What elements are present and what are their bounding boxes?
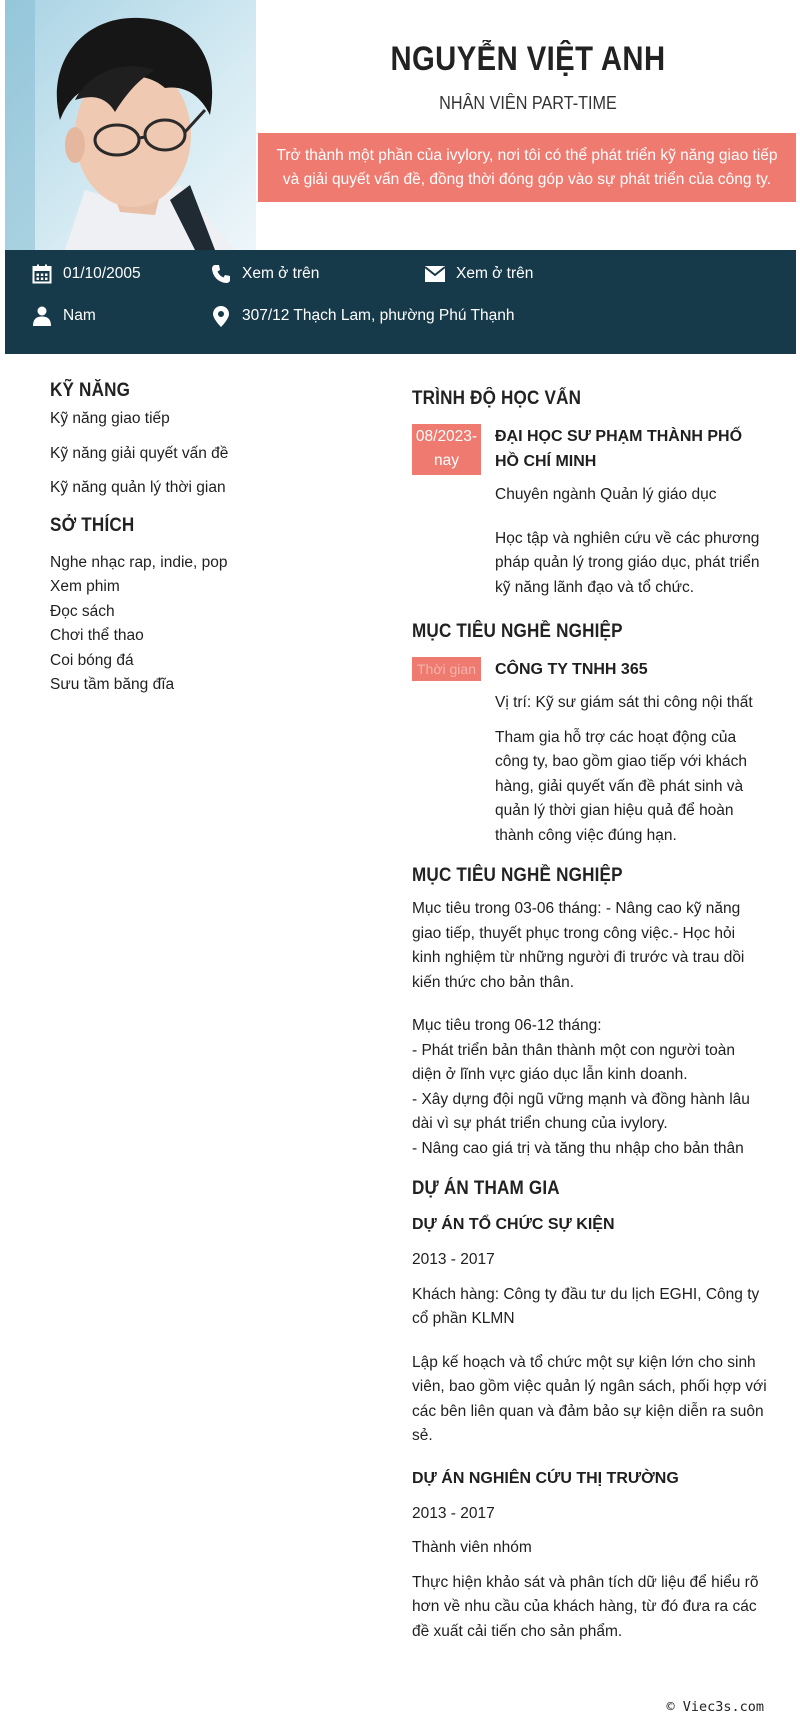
profile-photo — [5, 0, 256, 250]
project-client: Thành viên nhóm — [412, 1539, 532, 1556]
hobbies-list — [50, 551, 380, 698]
birthday-text: 01/10/2005 — [63, 265, 141, 282]
user-icon — [31, 305, 53, 327]
project-entry — [412, 1466, 767, 1645]
calendar-icon — [31, 263, 53, 285]
skills-list — [50, 407, 380, 511]
map-pin-icon — [210, 305, 232, 327]
project-name: DỰ ÁN TỔ CHỨC SỰ KIỆN — [412, 1216, 615, 1233]
contact-email — [424, 263, 533, 285]
hobby-item: Sưu tầm băng đĩa — [50, 676, 175, 693]
job-title: NHÂN VIÊN PART-TIME — [439, 93, 617, 113]
contact-phone — [210, 263, 319, 285]
project-description: Lập kế hoạch và tổ chức một sự kiện lớn cho sinh viên, bao gồm việc quản lý ngân sách, phối hợp với các bên liên quan và đảm bảo sự kiện diễn ra suôn sẻ. — [412, 1353, 767, 1444]
project-client: Khách hàng: Công ty đầu tư du lịch EGHI, Công ty cổ phần KLMN — [412, 1285, 760, 1327]
hobby-item: Xem phim — [50, 578, 120, 595]
hobbies-title: SỞ THÍCH — [50, 514, 135, 536]
project-period: 2013 - 2017 — [412, 1251, 495, 1268]
contact-address — [210, 305, 514, 327]
education-major: Chuyên ngành Quản lý giáo dục — [495, 486, 717, 503]
skill-item: Kỹ năng giao tiếp — [50, 410, 170, 427]
email-text: Xem ở trên — [456, 265, 534, 282]
education-date: 08/2023-nay — [412, 424, 481, 475]
skills-title: KỸ NĂNG — [50, 380, 131, 401]
experience-title: MỤC TIÊU NGHỀ NGHIỆP — [412, 621, 623, 642]
school-name: ĐẠI HỌC SƯ PHẠM THÀNH PHỐ HỒ CHÍ MINH — [495, 428, 743, 470]
experience-position: Vị trí: Kỹ sư giám sát thi công nội thất — [495, 694, 753, 711]
experience-entry — [412, 657, 767, 848]
phone-icon — [210, 263, 232, 285]
contact-gender — [31, 305, 96, 327]
company-name: CÔNG TY TNHH 365 — [495, 661, 648, 678]
contact-birthday — [31, 263, 141, 285]
gender-text: Nam — [63, 307, 96, 324]
hobby-item: Nghe nhạc rap, indie, pop — [50, 553, 228, 571]
education-entry — [412, 424, 767, 600]
experience-description: Tham gia hỗ trợ các hoạt động của công ty, bao gồm giao tiếp với khách hàng, giải quyết vấn đề phát sinh và quản lý thời gian hiệu quả để hoàn thành công việc đúng hạn. — [495, 728, 747, 844]
hobby-item: Coi bóng đá — [50, 651, 134, 669]
project-period: 2013 - 2017 — [412, 1504, 495, 1522]
envelope-icon — [424, 263, 446, 285]
copyright: © Viec3s.com — [666, 1699, 764, 1715]
career-goal-item: - Nâng cao giá trị và tăng thu nhập cho bản thân — [412, 1139, 744, 1157]
career-short-term: Mục tiêu trong 03-06 tháng: - Nâng cao kỹ năng giao tiếp, thuyết phục trong công việc.- Học hỏi kinh nghiệm từ những người đi trước và trau dồi kiến thức cho bản thân. — [412, 900, 745, 991]
career-goal-item: - Xây dựng đội ngũ vững mạnh và đồng hành lâu dài vì sự phát triển chung của ivylory. — [412, 1090, 750, 1132]
contact-bar — [5, 250, 796, 354]
address-text: 307/12 Thạch Lam, phường Phú Thạnh — [242, 307, 515, 324]
project-description: Thực hiện khảo sát và phân tích dữ liệu để hiểu rõ hơn về nhu cầu của khách hàng, từ đó đưa ra các đề xuất cải tiến cho sản phẩm. — [412, 1573, 759, 1640]
education-description: Học tập và nghiên cứu về các phương pháp quản lý trong giáo dục, phát triển kỹ năng lãnh đạo và tổ chức. — [495, 529, 760, 596]
projects-title: DỰ ÁN THAM GIA — [412, 1178, 560, 1199]
education-title: TRÌNH ĐỘ HỌC VẤN — [412, 388, 582, 409]
project-name: DỰ ÁN NGHIÊN CỨU THỊ TRƯỜNG — [412, 1469, 679, 1487]
phone-text: Xem ở trên — [242, 265, 320, 282]
candidate-name: NGUYỄN VIỆT ANH — [390, 40, 666, 78]
hobby-item: Đọc sách — [50, 602, 115, 620]
left-column — [50, 380, 380, 698]
skill-item: Kỹ năng quản lý thời gian — [50, 479, 226, 496]
experience-date: Thời gian — [412, 657, 481, 681]
hobby-item: Chơi thể thao — [50, 627, 144, 644]
career-long-term-heading: Mục tiêu trong 06-12 tháng: — [412, 1017, 602, 1034]
project-entry — [412, 1212, 767, 1449]
right-column — [412, 388, 767, 1644]
objective-banner: Trở thành một phần của ivylory, nơi tôi có thể phát triển kỹ năng giao tiếp và giải quyết vấn đề, đồng thời đóng góp vào sự phát triển của công ty. — [258, 133, 796, 202]
skill-item: Kỹ năng giải quyết vấn đề — [50, 444, 229, 462]
career-goal-item: - Phát triển bản thân thành một con người toàn diện ở lĩnh vực giáo dục lẫn kinh doanh. — [412, 1041, 735, 1083]
career-title: MỤC TIÊU NGHỀ NGHIỆP — [412, 865, 623, 886]
